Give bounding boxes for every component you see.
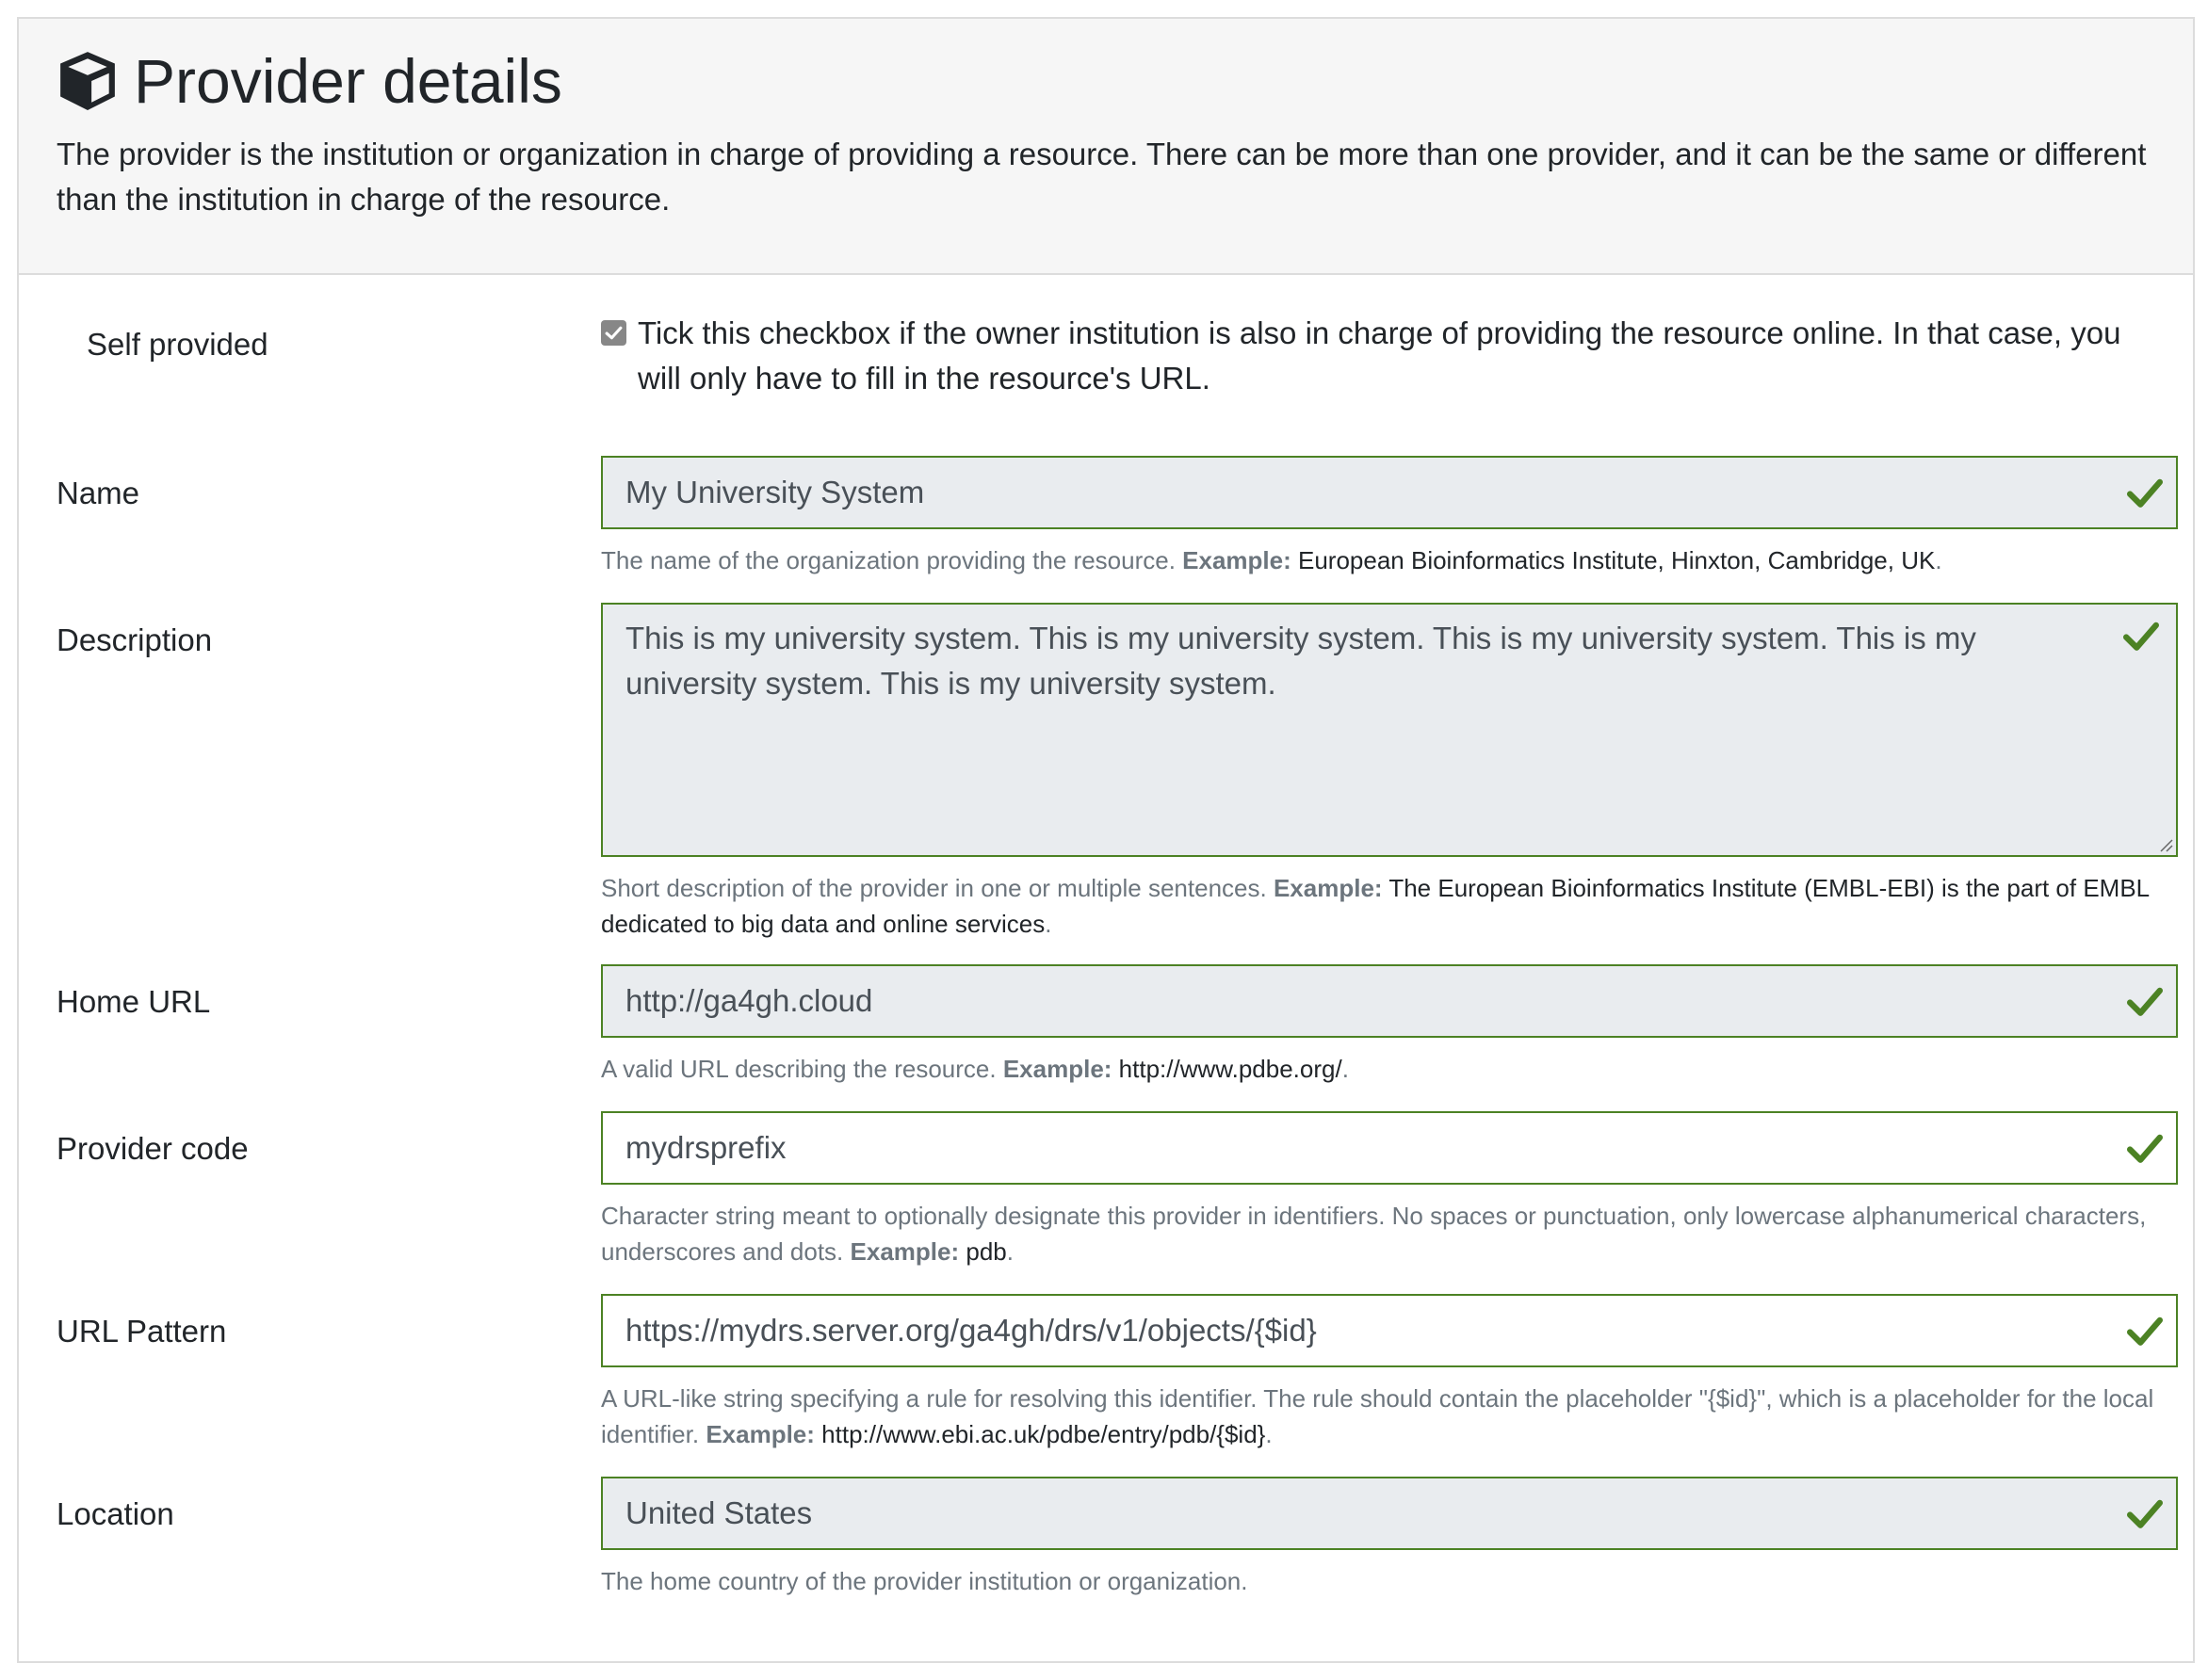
- description-control: [601, 603, 2178, 942]
- provider-code-help-end: .: [1006, 1237, 1014, 1266]
- description-value: This is my university system. This is my university system. This is my university system. This is my university system. This is my university system.: [625, 621, 1976, 701]
- name-example-label: Example:: [1182, 546, 1291, 574]
- location-help-text: The home country of the provider institution or organization.: [601, 1567, 1248, 1595]
- home-url-help: [601, 1051, 2178, 1087]
- description-textarea[interactable]: [601, 603, 2178, 857]
- description-example-label: Example:: [1273, 874, 1383, 902]
- name-label: Name: [57, 476, 140, 510]
- location-value: United States: [625, 1495, 813, 1530]
- name-help: [601, 542, 2178, 578]
- location-help: [601, 1563, 2178, 1599]
- home-url-example-label: Example:: [1002, 1055, 1112, 1083]
- url-pattern-example-label: Example:: [706, 1420, 815, 1448]
- home-url-value: http://ga4gh.cloud: [625, 983, 873, 1018]
- provider-code-help-text: Character string meant to optionally designate this provider in identifiers. No spaces or punctuation, only lowercase alphanumerical characters, underscores and dots.: [601, 1202, 2147, 1266]
- provider-code-label: Provider code: [57, 1131, 249, 1166]
- url-pattern-value: https://mydrs.server.org/ga4gh/drs/v1/objects/{$id}: [625, 1313, 1317, 1348]
- self-provided-text: Tick this checkbox if the owner institution is also in charge of providing the resource online. In that case, you will only have to fill in the resource's URL.: [638, 315, 2121, 396]
- home-url-example: http://www.pdbe.org/: [1118, 1055, 1342, 1083]
- name-help-text: The name of the organization providing the resource.: [601, 546, 1176, 574]
- name-input[interactable]: [601, 456, 2178, 529]
- home-url-help-text: A valid URL describing the resource.: [601, 1055, 997, 1083]
- valid-check-icon: [2127, 1130, 2163, 1166]
- home-url-label: Home URL: [57, 984, 211, 1019]
- valid-check-icon: [2123, 618, 2159, 654]
- url-pattern-help-end: .: [1265, 1420, 1273, 1448]
- provider-code-example-label: Example:: [850, 1237, 960, 1266]
- title-row: [57, 45, 2155, 117]
- valid-check-icon: [2127, 1313, 2163, 1349]
- description-help-text: Short description of the provider in one or multiple sentences.: [601, 874, 1267, 902]
- url-pattern-help-text: A URL-like string specifying a rule for resolving this identifier. The rule should contain the placeholder "{$id}", which is a placeholder for the local identifier.: [601, 1384, 2154, 1448]
- provider-code-help: [601, 1198, 2178, 1269]
- description-example: The European Bioinformatics Institute (EMBL-EBI) is the part of EMBL dedicated to big data and online services: [601, 874, 2150, 938]
- name-example: European Bioinformatics Institute, Hinxton, Cambridge, UK: [1298, 546, 1936, 574]
- self-provided-control: [601, 311, 2178, 401]
- valid-check-icon: [2127, 1495, 2163, 1531]
- location-input[interactable]: [601, 1477, 2178, 1550]
- description-label: Description: [57, 622, 213, 657]
- location-label: Location: [57, 1496, 174, 1531]
- provider-code-input[interactable]: [601, 1111, 2178, 1185]
- url-pattern-label: URL Pattern: [57, 1314, 227, 1349]
- home-url-input[interactable]: [601, 964, 2178, 1038]
- panel-header: [19, 19, 2193, 275]
- url-pattern-example: http://www.ebi.ac.uk/pdbe/entry/pdb/{$id}: [821, 1420, 1266, 1448]
- self-provided-checkbox[interactable]: [601, 320, 626, 346]
- page-title: Provider details: [134, 46, 562, 116]
- provider-code-control: [601, 1111, 2178, 1269]
- provider-details-panel: [17, 17, 2195, 1663]
- url-pattern-control: [601, 1294, 2178, 1452]
- provider-code-value: mydrsprefix: [625, 1130, 787, 1165]
- description-help: [601, 870, 2178, 942]
- home-url-help-end: .: [1341, 1055, 1349, 1083]
- valid-check-icon: [2127, 475, 2163, 510]
- resize-grip-icon[interactable]: [2157, 836, 2174, 853]
- description-help-end: .: [1045, 910, 1052, 938]
- home-url-control: [601, 964, 2178, 1087]
- self-provided-checkbox-row: [601, 311, 2178, 401]
- url-pattern-input[interactable]: [601, 1294, 2178, 1367]
- url-pattern-help: [601, 1381, 2178, 1452]
- name-help-end: .: [1935, 546, 1942, 574]
- location-control: [601, 1477, 2178, 1599]
- provider-code-example: pdb: [966, 1237, 1007, 1266]
- checkmark-icon: [604, 323, 624, 343]
- valid-check-icon: [2127, 983, 2163, 1019]
- intro-text: The provider is the institution or organization in charge of providing a resource. There can be more than one provider, and it can be the same or different than the institution in charge of the resource.: [57, 137, 2147, 217]
- name-control: [601, 456, 2178, 578]
- self-provided-label: Self provided: [87, 327, 268, 362]
- cube-icon: [57, 50, 119, 112]
- name-value: My University System: [625, 475, 925, 509]
